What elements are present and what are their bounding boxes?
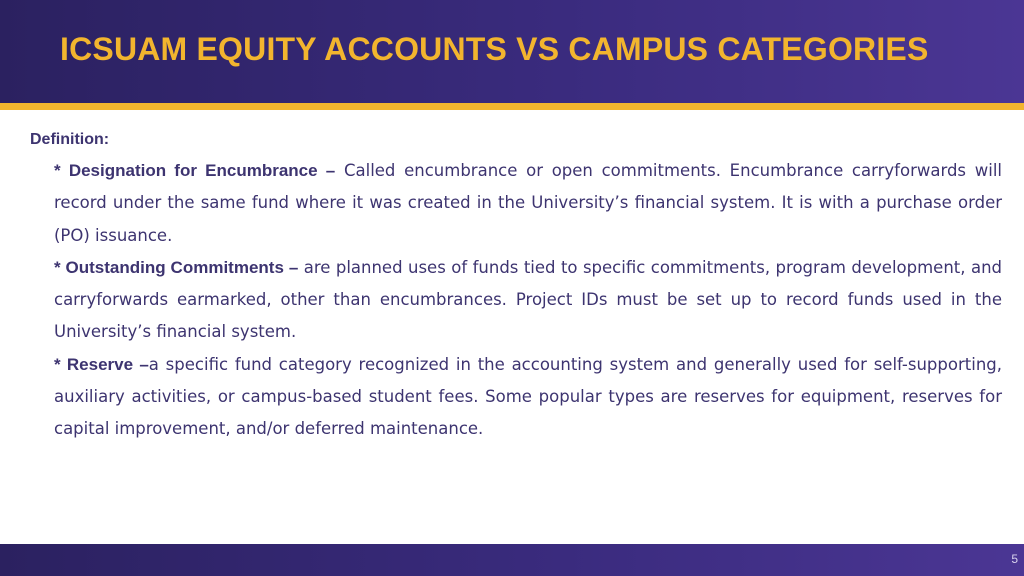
definition-list (30, 155, 1002, 446)
definition-term: * Designation for Encumbrance – (54, 161, 336, 180)
definition-item-outstanding-commitments (54, 252, 1002, 349)
slide-title: ICSUAM EQUITY ACCOUNTS VS CAMPUS CATEGORIES (60, 31, 929, 67)
slide-footer (0, 544, 1024, 576)
page-number: 5 (1011, 552, 1018, 566)
slide-header (0, 0, 1024, 103)
definition-label: Definition: (30, 131, 110, 148)
definition-item-encumbrance (54, 155, 1002, 252)
definition-text: Called encumbrance or open commitments. Encumbrance carryforwards will record under the same fund where it was created in the University’s financial system. It is with a purchase order (PO) issuance. (54, 161, 1002, 245)
header-divider (0, 103, 1024, 110)
definition-term: * Outstanding Commitments – (54, 257, 299, 277)
definition-item-reserve (54, 349, 1002, 446)
definition-text: a specific fund category recognized in the accounting system and generally used for self-supporting, auxiliary activities, or campus-based student fees. Some popular types are reserves for equipment, reserves for capital improvement, and/or deferred maintenance. (54, 354, 1002, 439)
definition-term: * Reserve – (54, 354, 149, 374)
slide-body (30, 131, 1002, 446)
definition-text: are planned uses of funds tied to specific commitments, program development, and carryforwards earmarked, other than encumbrances. Project IDs must be set up to record funds used in the University’s financial system. (54, 257, 1002, 342)
